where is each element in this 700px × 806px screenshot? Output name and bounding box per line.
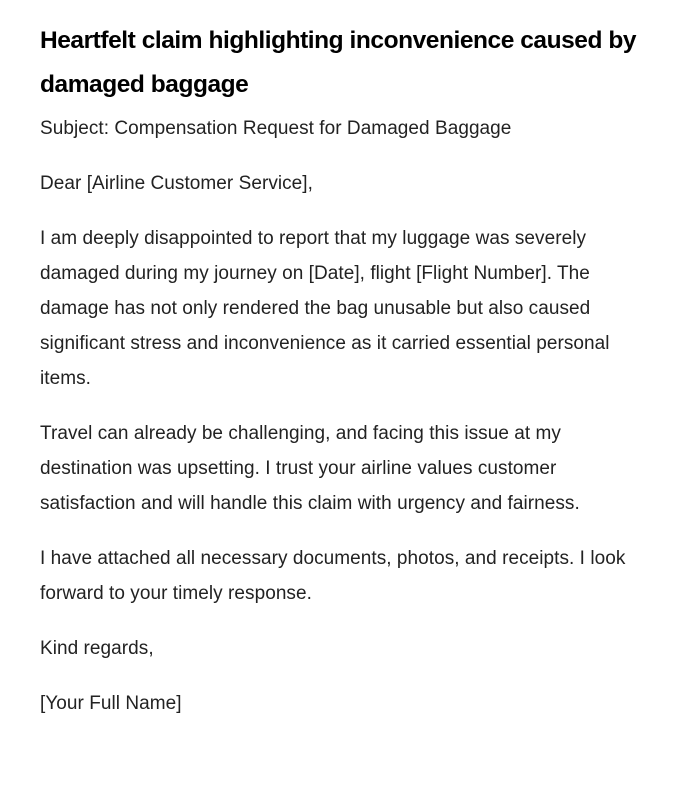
document-title: Heartfelt claim highlighting inconvenience caused by damaged baggage xyxy=(40,27,637,98)
salutation: Dear [Airline Customer Service], xyxy=(40,173,313,194)
closing: Kind regards, xyxy=(40,638,154,659)
body-paragraph: I have attached all necessary documents, photos, and receipts. I look forward to your timely response. xyxy=(40,548,626,604)
body-paragraph: Travel can already be challenging, and facing this issue at my destination was upsetting. I trust your airline values customer satisfaction and will handle this claim with urgency and fairness. xyxy=(40,423,580,514)
signature: [Your Full Name] xyxy=(40,693,182,714)
body-paragraph: I am deeply disappointed to report that my luggage was severely damaged during my journey on [Date], flight [Flight Number]. The damage has not only rendered the bag unusable but also caused significant stress and inconvenience as it carried essential personal items. xyxy=(40,228,610,389)
subject-line: Subject: Compensation Request for Damaged Baggage xyxy=(40,118,512,139)
